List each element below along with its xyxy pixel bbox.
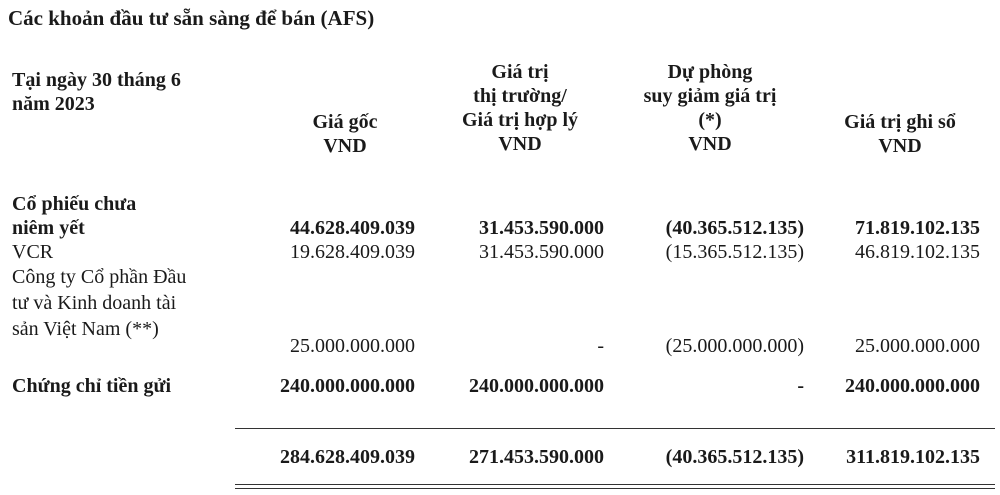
row-label <box>12 240 257 264</box>
cell-cost: 44.628.409.039 <box>290 217 415 239</box>
header-fair-value-l3: Giá trị hợp lý <box>461 109 579 131</box>
cell-provision: (40.365.512.135) <box>665 217 804 239</box>
date-line-1: Tại ngày 30 tháng 6 <box>12 69 181 91</box>
row-label <box>12 264 257 342</box>
header-provision-l3: (*) <box>698 109 722 131</box>
header-cost-label: Giá gốc <box>312 111 378 133</box>
cell-cost: 240.000.000.000 <box>280 375 415 397</box>
cell-fair-value: 31.453.590.000 <box>479 217 604 239</box>
date-header <box>12 68 181 116</box>
header-fair-value <box>430 60 610 156</box>
header-fair-value-l1: Giá trị <box>491 61 549 83</box>
cell-fair-value: 31.453.590.000 <box>479 241 604 263</box>
row-label-line: Công ty Cổ phần Đầu <box>12 266 187 288</box>
cell-cost: 25.000.000.000 <box>290 335 415 357</box>
total-cost: 284.628.409.039 <box>280 446 415 468</box>
header-book-value <box>820 110 980 158</box>
header-provision-l1: Dự phòng <box>667 61 753 83</box>
cell-book-value: 46.819.102.135 <box>855 241 980 263</box>
header-book-value-unit: VND <box>878 135 922 157</box>
total-book-value: 311.819.102.135 <box>846 446 980 468</box>
row-label <box>12 374 257 398</box>
row-label-line: VCR <box>12 241 54 263</box>
header-fair-value-unit: VND <box>498 133 542 155</box>
total-fair-value: 271.453.590.000 <box>469 446 604 468</box>
cell-fair-value: - <box>597 335 604 357</box>
total-double-rule <box>235 484 995 489</box>
row-label <box>12 192 257 240</box>
total-provision: (40.365.512.135) <box>665 446 804 468</box>
header-book-value-label: Giá trị ghi sổ <box>844 111 956 133</box>
cell-provision: (25.000.000.000) <box>665 335 804 357</box>
header-provision-unit: VND <box>688 133 732 155</box>
row-label-line: tư và Kinh doanh tài <box>12 292 177 314</box>
header-provision-l2: suy giảm giá trị <box>643 85 777 107</box>
row-label-line: Chứng chỉ tiền gửi <box>12 375 172 397</box>
cell-fair-value: 240.000.000.000 <box>469 375 604 397</box>
header-cost-unit: VND <box>323 135 367 157</box>
row-label-line: sản Việt Nam (**) <box>12 318 159 340</box>
header-provision <box>610 60 810 156</box>
header-cost <box>270 110 420 158</box>
row-label-line: Cổ phiếu chưa <box>12 193 137 215</box>
cell-book-value: 25.000.000.000 <box>855 335 980 357</box>
date-line-2: năm 2023 <box>12 93 95 115</box>
cell-provision: - <box>797 375 804 397</box>
cell-provision: (15.365.512.135) <box>665 241 804 263</box>
page-title: Các khoản đầu tư sẵn sàng để bán (AFS) <box>8 6 375 30</box>
cell-book-value: 240.000.000.000 <box>845 375 980 397</box>
row-label-line: niêm yết <box>12 217 85 239</box>
total-top-rule <box>235 428 995 429</box>
header-fair-value-l2: thị trường/ <box>473 85 567 107</box>
cell-cost: 19.628.409.039 <box>290 241 415 263</box>
cell-book-value: 71.819.102.135 <box>855 217 980 239</box>
